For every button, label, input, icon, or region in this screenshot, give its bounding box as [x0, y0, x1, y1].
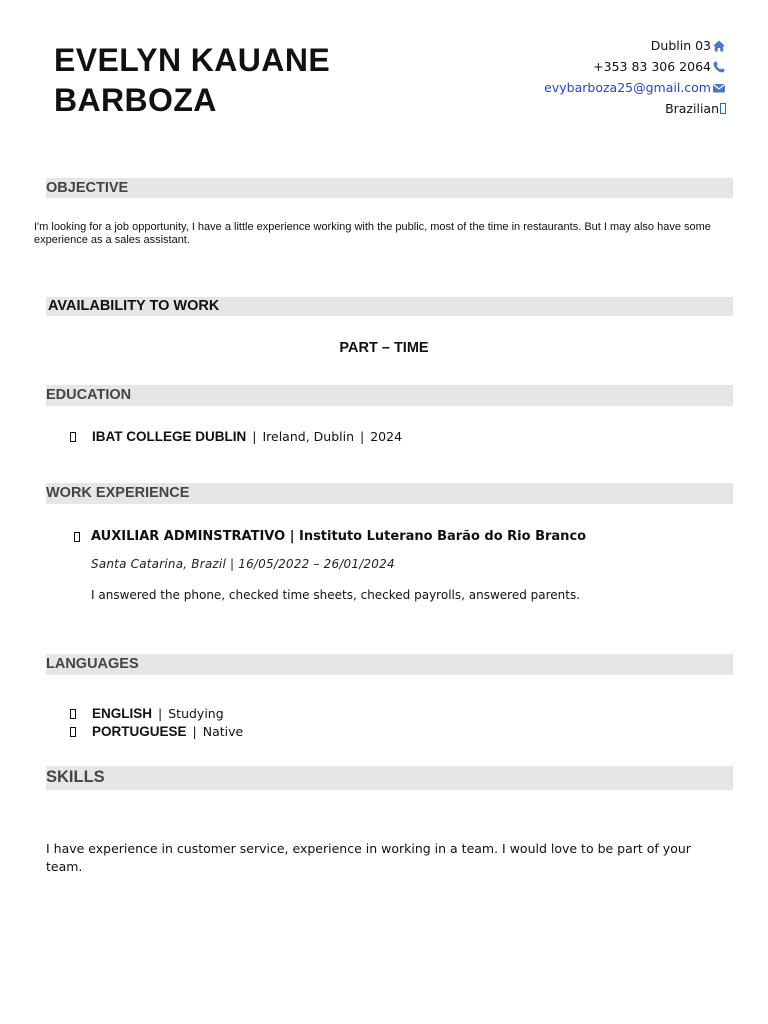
candidate-name	[54, 40, 384, 120]
work-heading-bar	[46, 483, 733, 504]
envelope-icon	[712, 81, 726, 95]
separator: |	[252, 429, 257, 444]
language-level: Native	[202, 724, 244, 739]
name-line-1: EVELYN KAUANE	[54, 42, 331, 78]
contact-address	[544, 35, 726, 56]
languages-heading: LANGUAGES	[46, 656, 139, 672]
work-description: I answered the phone, checked time sheets, checked payrolls, answered parents.	[91, 588, 581, 602]
language-level: Studying	[168, 706, 224, 721]
education-item	[70, 429, 402, 444]
language-name: ENGLISH	[92, 706, 153, 721]
education-heading-bar	[46, 385, 733, 406]
bullet-icon	[70, 727, 76, 737]
contact-nationality	[544, 98, 726, 119]
contact-email[interactable]	[544, 77, 726, 98]
bullet-icon	[74, 532, 80, 542]
contact-phone	[544, 56, 726, 77]
objective-heading: OBJECTIVE	[46, 180, 129, 196]
language-item	[70, 724, 243, 739]
contact-block	[544, 35, 726, 119]
separator: |	[158, 706, 163, 721]
nationality-text: Brazilian	[665, 101, 719, 116]
education-heading: EDUCATION	[46, 387, 132, 403]
availability-heading: AVAILABILITY TO WORK	[48, 298, 220, 314]
work-item	[74, 529, 586, 544]
address-text: Dublin 03	[650, 38, 711, 53]
email-link[interactable]: evybarboza25@gmail.com	[544, 80, 711, 95]
language-name: PORTUGUESE	[92, 724, 187, 739]
flag-icon	[720, 103, 726, 114]
skills-heading-bar	[46, 766, 733, 790]
separator: |	[192, 724, 197, 739]
bullet-icon	[70, 432, 76, 442]
bullet-icon	[70, 709, 76, 719]
phone-icon	[712, 60, 726, 74]
work-heading: WORK EXPERIENCE	[46, 485, 190, 501]
work-title: AUXILIAR ADMINSTRATIVO | Instituto Luterano Barão do Rio Branco	[91, 529, 587, 544]
languages-heading-bar	[46, 654, 733, 675]
work-meta: Santa Catarina, Brazil | 16/05/2022 – 26/01/2024	[91, 557, 395, 571]
home-icon	[712, 39, 726, 53]
separator: |	[360, 429, 365, 444]
objective-heading-bar	[46, 178, 733, 198]
phone-text: +353 83 306 2064	[593, 59, 711, 74]
education-school: IBAT COLLEGE DUBLIN	[92, 429, 247, 444]
availability-heading-bar	[46, 297, 733, 316]
objective-text: I'm looking for a job opportunity, I have a little experience working with the public, most of the time in restaurants. But I may also have some experience as a sales assistant.	[34, 221, 711, 246]
education-year: 2024	[370, 429, 403, 444]
availability-value: PART – TIME	[339, 340, 429, 356]
education-location: Ireland, Dublin	[262, 429, 354, 444]
language-item	[70, 706, 224, 721]
skills-heading: SKILLS	[46, 768, 105, 786]
skills-text: I have experience in customer service, experience in working in a team. I would love to be part of your team.	[46, 841, 691, 874]
name-line-2: BARBOZA	[54, 82, 217, 118]
